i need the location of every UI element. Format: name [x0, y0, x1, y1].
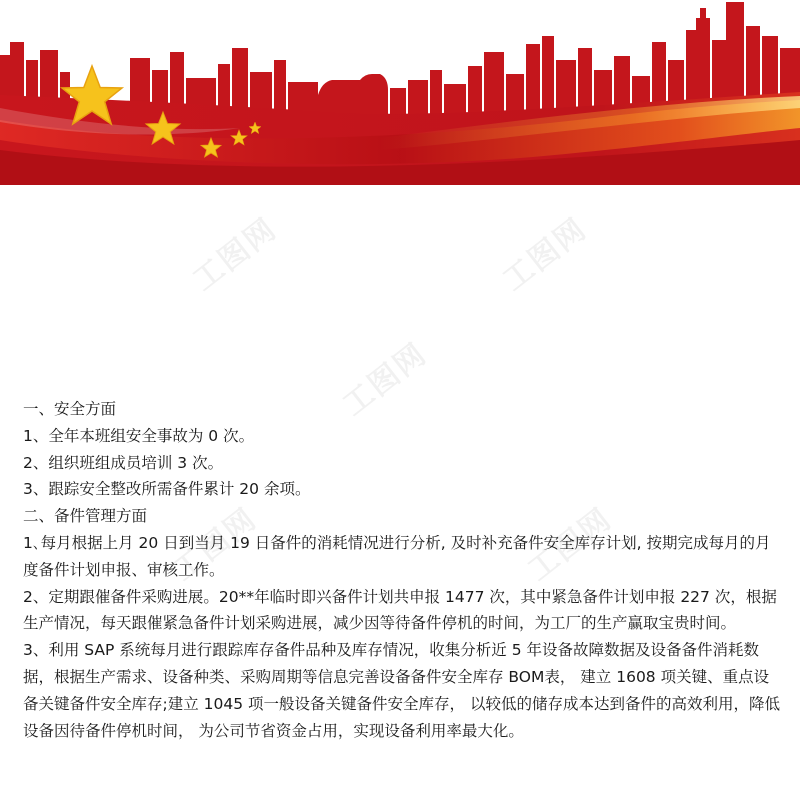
- spare-parts-item-3: 3、利用 SAP 系统每月进行跟踪库存备件品种及库存情况，收集分析近 5 年设备故障数据及设备备件消耗数据，根据生产需求、设备种类、采购周期等信息完善设备备件安全库存 BOM表， 建立 1608 项关键、重点设备关键备件安全库存;建立 1045 项一般设备关键备件安全库存， 以较低的储存成本达到备件的高效利用，降低设备因待备件停机时间， 为公司节省资金占用，实现设备利用率最大化。: [23, 641, 780, 740]
- banner-graphic: [0, 0, 800, 185]
- city-skyline: [0, 2, 800, 115]
- watermark: 工图网: [166, 501, 264, 589]
- watermark: 工图网: [521, 501, 619, 589]
- safety-item-1: 1、全年本班组安全事故为 0 次。: [23, 426, 255, 445]
- safety-item-3: 3、跟踪安全整改所需备件累计 20 余项。: [23, 480, 311, 499]
- section-heading-spare-parts: 二、备件管理方面: [23, 507, 148, 526]
- safety-item-2: 2、组织班组成员培训 3 次。: [23, 453, 224, 472]
- watermark: 工图网: [496, 211, 594, 299]
- document-body: [23, 396, 783, 744]
- spare-parts-item-1: 1､每月根据上月 20 日到当月 19 日备件的消耗情况进行分析, 及时补充备件安全库存计划, 按期完成每月的月度备件计划申报、审核工作。: [23, 533, 771, 579]
- header-banner: [0, 0, 800, 185]
- section-heading-safety: 一、安全方面: [23, 400, 117, 418]
- watermark: 工图网: [186, 211, 284, 299]
- watermark: 工图网: [336, 336, 434, 424]
- spare-parts-item-2: 2、定期跟催备件采购进展。20**年临时即兴备件计划共申报 1477 次，其中紧急备件计划申报 227 次，根据生产情况，每天跟催紧急备件计划采购进展，减少因等待备件停机的时间，为工厂的生产赢取宝贵时间。: [23, 587, 777, 633]
